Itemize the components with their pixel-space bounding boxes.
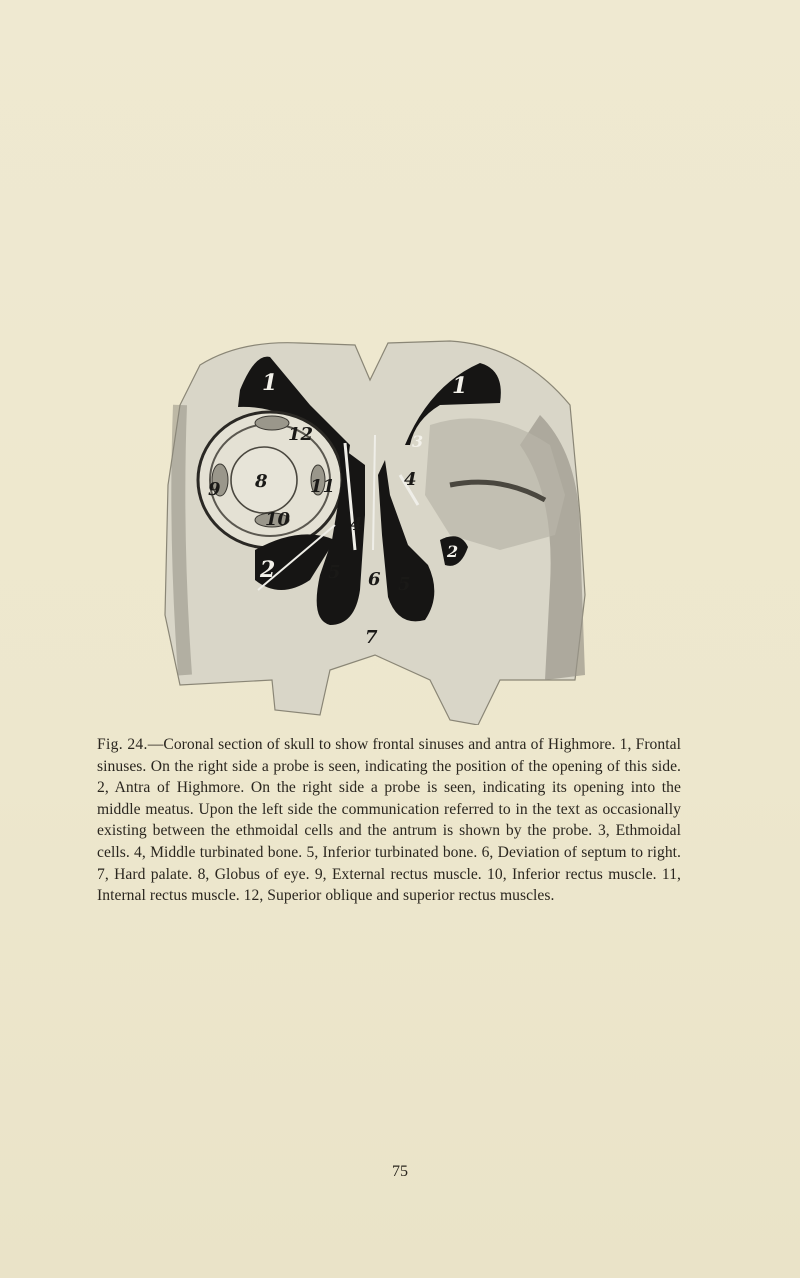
svg-text:5: 5 bbox=[398, 574, 411, 595]
skull-section-figure bbox=[160, 335, 590, 725]
figure-label: Fig. 24. bbox=[97, 736, 148, 753]
svg-text:11: 11 bbox=[310, 476, 336, 497]
svg-text:3: 3 bbox=[412, 432, 424, 451]
svg-text:10: 10 bbox=[265, 509, 291, 530]
svg-text:2: 2 bbox=[447, 542, 459, 561]
svg-text:8: 8 bbox=[255, 471, 268, 492]
skull-section-illustration bbox=[160, 335, 590, 725]
svg-text:7: 7 bbox=[365, 627, 378, 648]
svg-text:4: 4 bbox=[350, 514, 363, 535]
svg-text:6: 6 bbox=[368, 569, 381, 590]
svg-text:4: 4 bbox=[404, 469, 417, 490]
figure-caption bbox=[97, 734, 681, 907]
svg-text:12: 12 bbox=[288, 424, 314, 445]
caption-text: —Coronal section of skull to show frontal sinuses and antra of Highmore. 1, Frontal sinuses. On the right side a probe is seen, indicating the position of the opening of this side. 2, Antra of Highmore. On the right side a probe is seen, indicating its opening into the middle meatus. Upon the left side the communication referred to in the text as occasionally existing between the ethmoidal cells and the antrum is shown by the probe. 3, Ethmoidal cells. 4, Middle turbinated bone. 5, Inferior turbinated bone. 6, Deviation of septum to right. 7, Hard palate. 8, Globus of eye. 9, External rectus muscle. 10, Inferior rectus muscle. 11, Internal rectus muscle. 12, Superior oblique and superior rectus muscles. bbox=[97, 736, 681, 905]
svg-text:5: 5 bbox=[328, 562, 341, 583]
svg-text:2: 2 bbox=[260, 557, 276, 583]
svg-text:1: 1 bbox=[452, 373, 468, 399]
svg-text:1: 1 bbox=[262, 370, 278, 396]
svg-text:9: 9 bbox=[208, 479, 221, 500]
page-number: 75 bbox=[392, 1163, 408, 1180]
